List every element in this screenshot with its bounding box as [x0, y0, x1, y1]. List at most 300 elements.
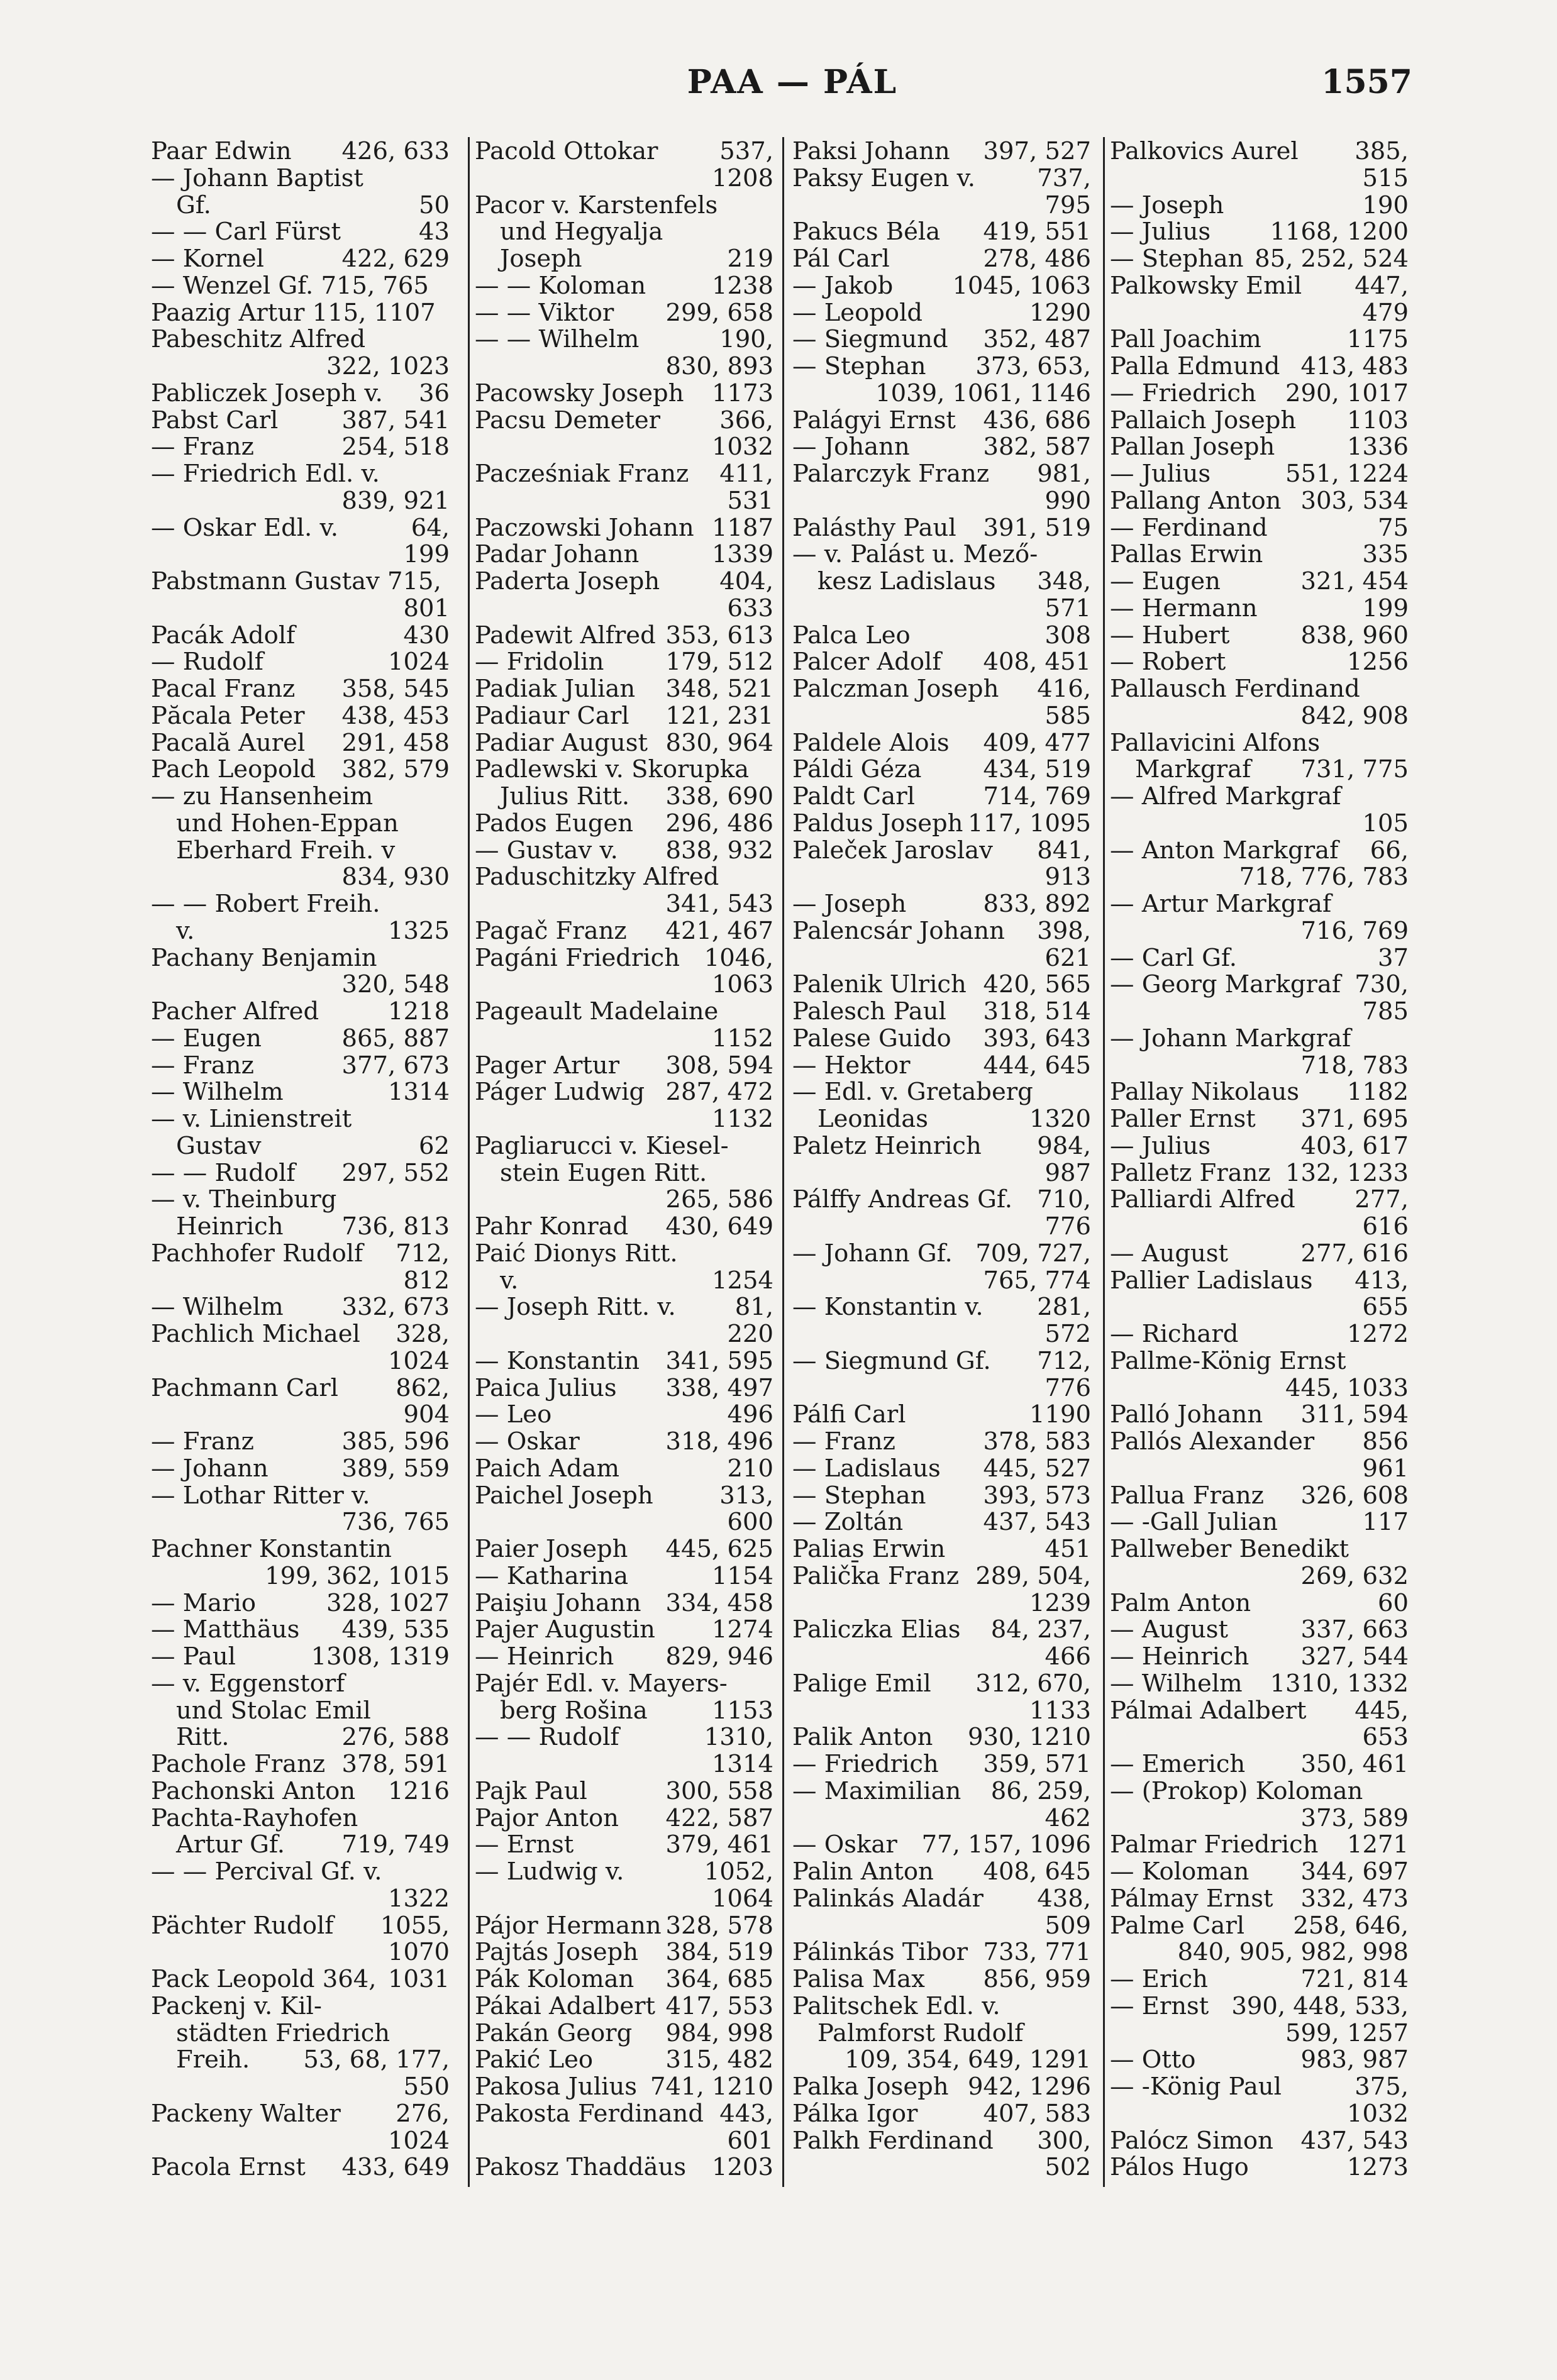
entry-page-refs: 385, 596 — [341, 1427, 450, 1456]
entry-name: Packenj v. Kil- — [151, 1991, 322, 2020]
directory-entry-line — [151, 461, 450, 488]
directory-entry-line — [475, 1509, 773, 1536]
entry-page-refs: 709, 727, — [975, 1239, 1091, 1268]
entry-name: Palitschek Edl. v. — [792, 1991, 1000, 2020]
entry-page-refs: 856 — [1362, 1427, 1409, 1456]
entry-name: Palcer Adolf — [792, 648, 941, 677]
entry-page-refs: 1271 — [1347, 1830, 1409, 1859]
directory-entry-line — [792, 1509, 1091, 1536]
directory-entry-line — [1110, 488, 1409, 515]
entry-page-refs: 321, 454 — [1300, 567, 1409, 595]
entry-page-refs: 1256 — [1347, 648, 1409, 677]
entry-name: Julius Ritt. — [500, 782, 630, 811]
directory-entry-line — [792, 1079, 1091, 1106]
entry-name: Páger Ludwig — [475, 1078, 645, 1107]
directory-entry-line — [151, 1832, 450, 1859]
entry-page-refs: 830, 893 — [665, 352, 773, 380]
entry-name: — v. Eggenstorf — [151, 1669, 345, 1698]
entry-page-refs: 765, 774 — [983, 1266, 1091, 1295]
entry-name: — Oskar — [792, 1830, 897, 1859]
directory-entry-line — [475, 1053, 773, 1080]
entry-page-refs: 403, 617 — [1300, 1131, 1409, 1160]
directory-entry-line — [475, 783, 773, 811]
directory-entry-line — [792, 1348, 1091, 1375]
directory-entry-line — [475, 595, 773, 623]
directory-entry-line — [1110, 1429, 1409, 1456]
entry-page-refs: 278, 486 — [983, 245, 1091, 273]
entry-page-refs: 300, — [1037, 2126, 1091, 2155]
directory-entry-line — [792, 1939, 1091, 1966]
directory-entry-line — [1110, 1456, 1409, 1483]
directory-entry-line — [475, 864, 773, 891]
entry-name: — Franz — [151, 1427, 254, 1456]
directory-entry-line — [475, 2128, 773, 2155]
directory-entry-line — [792, 595, 1091, 623]
directory-entry-line — [475, 488, 773, 515]
directory-entry-line — [475, 1778, 773, 1805]
column-4 — [1110, 138, 1409, 2181]
entry-name: Pajer Augustin — [475, 1615, 655, 1644]
entry-name: Palliardi Alfred — [1110, 1185, 1295, 1214]
directory-entry-line — [792, 2047, 1091, 2074]
entry-name: Pabst Carl — [151, 406, 279, 434]
entry-page-refs: 1103 — [1347, 406, 1409, 434]
entry-page-refs: 199 — [1362, 594, 1409, 623]
directory-entry-line — [475, 1698, 773, 1725]
directory-entry-line — [1110, 945, 1409, 972]
directory-entry-line — [151, 165, 450, 192]
entry-name: — Friedrich — [792, 1750, 939, 1778]
entry-name: — Mario — [151, 1588, 257, 1617]
entry-page-refs: 712, — [1037, 1346, 1091, 1375]
entry-name: Pachner Konstantin — [151, 1535, 392, 1563]
directory-entry-line — [475, 434, 773, 461]
entry-name: Pahr Konrad — [475, 1212, 629, 1241]
entry-page-refs: 741, 1210 — [650, 2073, 773, 2101]
entry-page-refs: 445, — [1355, 1696, 1409, 1725]
entry-page-refs: 290, 1017 — [1285, 379, 1409, 407]
entry-page-refs: 1310, — [704, 1723, 773, 1752]
entry-name: Pajér Edl. v. Mayers- — [475, 1669, 728, 1698]
entry-page-refs: 1320 — [1029, 1105, 1091, 1133]
entry-name: Pálos Hugo — [1110, 2153, 1249, 2182]
entry-page-refs: 1254 — [712, 1266, 773, 1295]
entry-page-refs: 445, 1033 — [1285, 1373, 1409, 1402]
entry-name: Paliczka Elias — [792, 1615, 961, 1644]
entry-name: Pagač Franz — [475, 916, 627, 945]
entry-name: Paličk̄a Franz — [792, 1561, 959, 1590]
directory-entry-line — [792, 1671, 1091, 1698]
directory-entry-line — [151, 1133, 450, 1160]
entry-page-refs: 466 — [1044, 1642, 1091, 1671]
directory-entry-line — [151, 2128, 450, 2155]
directory-entry-line — [151, 730, 450, 757]
entry-name: Palkovics Aurel — [1110, 137, 1299, 165]
entry-name: — Koloman — [1110, 1857, 1249, 1886]
entry-page-refs: 930, 1210 — [968, 1723, 1091, 1752]
directory-entry-line — [475, 300, 773, 327]
directory-entry-line — [151, 891, 450, 918]
entry-page-refs: 1290 — [1029, 298, 1091, 327]
entry-page-refs: 838, 932 — [665, 836, 773, 865]
entry-name: Pákai Adalbert — [475, 1991, 655, 2020]
directory-entry-line — [475, 756, 773, 783]
entry-page-refs: 64, — [411, 513, 450, 542]
entry-page-refs: 502 — [1044, 2153, 1091, 2182]
entry-page-refs: 1045, 1063 — [952, 271, 1091, 300]
entry-name: Pallausch Ferdinand — [1110, 675, 1360, 703]
entry-page-refs: 633 — [727, 594, 773, 623]
entry-page-refs: 1208 — [712, 163, 773, 192]
entry-page-refs: 1153 — [712, 1696, 773, 1725]
entry-name: Pallas Erwin — [1110, 540, 1263, 569]
entry-page-refs: 1024 — [388, 648, 450, 677]
entry-page-refs: 829, 946 — [665, 1642, 773, 1671]
directory-entry-line — [151, 1160, 450, 1187]
directory-entry-line — [792, 1590, 1091, 1617]
entry-page-refs: 86, 259, — [990, 1776, 1091, 1805]
entry-page-refs: 389, 559 — [341, 1454, 450, 1483]
entry-page-refs: 1238 — [712, 271, 773, 300]
entry-name: — Friedrich Edl. v. — [151, 460, 380, 488]
entry-page-refs: 398, — [1037, 916, 1091, 945]
entry-page-refs: 348, — [1037, 567, 1091, 595]
entry-page-refs: 117 — [1362, 1508, 1409, 1537]
directory-entry-line — [151, 380, 450, 407]
entry-name: Pacal Franz — [151, 675, 296, 703]
entry-page-refs: 1024 — [388, 2126, 450, 2155]
entry-page-refs: 117, 1095 — [968, 809, 1091, 838]
entry-page-refs: 366, — [719, 406, 773, 434]
entry-name: — Paul — [151, 1642, 236, 1671]
entry-name: — Stephan — [1110, 245, 1244, 273]
entry-page-refs: 77, 157, 1096 — [921, 1830, 1091, 1859]
entry-page-refs: 300, 558 — [665, 1776, 773, 1805]
entry-page-refs: 1203 — [712, 2153, 773, 2182]
directory-entry-line — [1110, 999, 1409, 1026]
directory-entry-line — [475, 891, 773, 918]
entry-page-refs: 390, 448, 533, — [1231, 1991, 1409, 2020]
directory-entry-line — [475, 971, 773, 999]
entry-name: — Joseph — [1110, 191, 1224, 219]
directory-entry-line — [792, 1294, 1091, 1321]
directory-entry-line — [151, 434, 450, 461]
directory-entry-line — [151, 999, 450, 1026]
entry-page-refs: 422, 629 — [341, 245, 450, 273]
entry-page-refs: 303, 534 — [1300, 486, 1409, 515]
directory-entry-line — [151, 2101, 450, 2128]
directory-entry-line — [792, 918, 1091, 945]
entry-name: Paier Joseph — [475, 1535, 628, 1563]
entry-page-refs: 990 — [1044, 486, 1091, 515]
directory-entry-line — [151, 1026, 450, 1053]
directory-entry-line — [1110, 1053, 1409, 1080]
entry-name: — Fridolin — [475, 648, 604, 677]
entry-name: Pacor v. Karstenfels — [475, 191, 718, 219]
directory-entry-line — [475, 461, 773, 488]
directory-entry-line — [475, 1886, 773, 1913]
entry-name: — Oskar Edl. v. — [151, 513, 338, 542]
directory-entry-line — [792, 380, 1091, 407]
entry-name: — Leopold — [792, 298, 923, 327]
directory-entry-line — [792, 300, 1091, 327]
entry-name: Pakić Leo — [475, 2045, 594, 2074]
entry-name: Palm Anton — [1110, 1588, 1251, 1617]
directory-entry-line — [475, 1187, 773, 1214]
entry-name: Pallay Nikolaus — [1110, 1078, 1300, 1107]
entry-page-refs: 84, 237, — [990, 1615, 1091, 1644]
directory-entry-line — [792, 1053, 1091, 1080]
entry-name: — Johann — [151, 1454, 269, 1483]
entry-page-refs: 984, — [1037, 1131, 1091, 1160]
directory-entry-line — [792, 1456, 1091, 1483]
entry-name: — Artur Markgraf — [1110, 890, 1332, 918]
entry-name: Pachonski Anton — [151, 1776, 356, 1805]
entry-page-refs: 430 — [403, 621, 450, 650]
entry-page-refs: 109, 354, 649, 1291 — [845, 2045, 1091, 2074]
directory-entry-line — [475, 273, 773, 300]
directory-entry-line — [475, 1671, 773, 1698]
directory-entry-line — [151, 2047, 450, 2074]
entry-name: Pakosta Ferdinand — [475, 2099, 704, 2128]
entry-page-refs: 865, 887 — [341, 1024, 450, 1053]
entry-page-refs: 801 — [403, 594, 450, 623]
entry-page-refs: 730, — [1355, 970, 1409, 999]
directory-entry-line — [1110, 1079, 1409, 1106]
directory-entry-line — [151, 1375, 450, 1402]
entry-name: — Ernst — [475, 1830, 574, 1859]
entry-name: — — Rudolf — [151, 1158, 296, 1187]
entry-name: Pall Joachim — [1110, 325, 1261, 354]
entry-name: Padiaur Carl — [475, 701, 629, 730]
entry-name: berg Rošina — [500, 1696, 648, 1725]
directory-entry-line — [151, 541, 450, 568]
entry-page-refs: 289, 504, — [975, 1561, 1091, 1590]
directory-entry-line — [151, 971, 450, 999]
entry-page-refs: 1325 — [388, 916, 450, 945]
directory-entry-line — [792, 1644, 1091, 1671]
directory-entry-line — [151, 219, 450, 246]
directory-entry-line — [151, 864, 450, 891]
entry-page-refs: 1064 — [712, 1884, 773, 1913]
entry-name: Pálfi Carl — [792, 1400, 906, 1429]
directory-entry-line — [792, 434, 1091, 461]
entry-name: Paişiu Johann — [475, 1588, 641, 1617]
directory-entry-line — [151, 1751, 450, 1778]
entry-page-refs: 254, 518 — [341, 433, 450, 462]
entry-page-refs: 393, 573 — [983, 1481, 1091, 1510]
directory-entry-line — [1110, 891, 1409, 918]
entry-name: — Franz — [151, 433, 254, 462]
entry-page-refs: 733, 771 — [983, 1938, 1091, 1967]
entry-name: Pageault Madelaine — [475, 997, 719, 1026]
entry-name: Pallier Ladislaus — [1110, 1266, 1313, 1295]
entry-name: — Ludwig v. — [475, 1857, 624, 1886]
entry-name: Palkh Ferdinand — [792, 2126, 994, 2155]
entry-page-refs: 1239 — [1029, 1588, 1091, 1617]
entry-page-refs: 397, 527 — [983, 137, 1091, 165]
directory-entry-line — [1110, 1939, 1409, 1966]
entry-page-refs: 382, 579 — [341, 755, 450, 784]
directory-entry-line — [1110, 2101, 1409, 2128]
directory-entry-line — [1110, 1832, 1409, 1859]
entry-name: Palágyi Ernst — [792, 406, 956, 434]
directory-entry-line — [475, 1724, 773, 1751]
directory-entry-line — [151, 326, 450, 353]
entry-name: Pál Carl — [792, 245, 890, 273]
entry-name: — Wilhelm — [151, 1078, 284, 1107]
entry-name: — Jakob — [792, 271, 894, 300]
directory-entry-line — [151, 783, 450, 811]
directory-entry-line — [1110, 1886, 1409, 1913]
entry-page-refs: 842, 908 — [1300, 701, 1409, 730]
entry-name: und Hohen-Eppan — [176, 809, 399, 838]
directory-entry-line — [1110, 623, 1409, 650]
entry-name: Pálinkás Tibor — [792, 1938, 968, 1967]
directory-entry-line — [792, 1160, 1091, 1187]
entry-page-refs: 1190 — [1029, 1400, 1091, 1429]
directory-entry-line — [1110, 1859, 1409, 1886]
entry-name: Palkowsky Emil — [1110, 271, 1302, 300]
directory-entry-line — [151, 1214, 450, 1241]
directory-entry-line — [151, 1563, 450, 1590]
entry-name: Padewit Alfred — [475, 621, 656, 650]
directory-entry-line — [151, 756, 450, 783]
directory-entry-line — [792, 1778, 1091, 1805]
directory-entry-line — [792, 1375, 1091, 1402]
directory-entry-line — [1110, 300, 1409, 327]
entry-name: Gf. — [176, 191, 211, 219]
entry-page-refs: 1216 — [388, 1776, 450, 1805]
directory-entry-line — [792, 2154, 1091, 2181]
entry-page-refs: 714, 769 — [983, 782, 1091, 811]
entry-name: — Johann Gf. — [792, 1239, 953, 1268]
entry-name: — Johann Baptist — [151, 163, 363, 192]
entry-name: Pachany Benjamin — [151, 943, 377, 972]
entry-page-refs: 776 — [1044, 1212, 1091, 1241]
directory-entry-line — [1110, 649, 1409, 676]
directory-entry-line — [475, 1939, 773, 1966]
entry-page-refs: 600 — [727, 1508, 773, 1537]
entry-page-refs: 378, 583 — [983, 1427, 1091, 1456]
directory-entry-line — [792, 703, 1091, 730]
entry-page-refs: 571 — [1044, 594, 1091, 623]
directory-entry-line — [151, 273, 450, 300]
entry-name: — Gustav v. — [475, 836, 618, 865]
entry-page-refs: 320, 548 — [341, 970, 450, 999]
directory-entry-line — [792, 864, 1091, 891]
entry-page-refs: 737, — [1037, 163, 1091, 192]
entry-page-refs: 337, 663 — [1300, 1615, 1409, 1644]
page-title: PAA — PÁL — [687, 63, 898, 101]
entry-name: — Anton Markgraf — [1110, 836, 1339, 865]
entry-page-refs: 404, — [719, 567, 773, 595]
directory-entry-line — [475, 1214, 773, 1241]
entry-page-refs: 60 — [1378, 1588, 1409, 1617]
entry-page-refs: 378, 591 — [341, 1750, 450, 1778]
entry-name: Pajk Paul — [475, 1776, 587, 1805]
directory-entry-line — [792, 192, 1091, 219]
entry-name: — Wenzel Gf. 715, 765 — [151, 271, 429, 300]
directory-entry-line — [475, 811, 773, 838]
entry-name: Paczowski Johann — [475, 513, 694, 542]
entry-name: Paazig Artur 115, 1107 — [151, 298, 436, 327]
entry-name: stein Eugen Ritt. — [500, 1158, 707, 1187]
directory-entry-line — [792, 811, 1091, 838]
entry-page-refs: 322, 1023 — [326, 352, 450, 380]
entry-name: Padiak Julian — [475, 675, 636, 703]
entry-name: Artur Gf. — [176, 1830, 285, 1859]
entry-page-refs: 1175 — [1347, 325, 1409, 354]
column-1 — [151, 138, 450, 2181]
entry-name: — Julius — [1110, 460, 1211, 488]
directory-entry-line — [475, 1402, 773, 1429]
directory-entry-line — [475, 2154, 773, 2181]
entry-page-refs: 537, — [719, 137, 773, 165]
entry-name: Palca Leo — [792, 621, 911, 650]
directory-entry-line — [151, 488, 450, 515]
entry-name: Paldele Alois — [792, 728, 950, 757]
entry-page-refs: 344, 697 — [1300, 1857, 1409, 1886]
entry-page-refs: 358, 545 — [341, 675, 450, 703]
entry-page-refs: 409, 477 — [983, 728, 1091, 757]
entry-name: — Erich — [1110, 1965, 1208, 1993]
entry-page-refs: 984, 998 — [665, 2018, 773, 2047]
directory-entry-line — [475, 2074, 773, 2101]
page-header — [0, 63, 1557, 113]
entry-name: städten Friedrich — [176, 2018, 391, 2047]
entry-page-refs: 655 — [1362, 1293, 1409, 1322]
entry-name: — Otto — [1110, 2045, 1196, 2074]
entry-name: Pakosz Thaddäus — [475, 2153, 687, 2182]
entry-page-refs: 332, 673 — [341, 1293, 450, 1322]
entry-page-refs: 1152 — [712, 1024, 773, 1053]
entry-page-refs: 341, 543 — [665, 890, 773, 918]
directory-entry-line — [1110, 1913, 1409, 1940]
entry-page-refs: 408, 645 — [983, 1857, 1091, 1886]
entry-page-refs: 335 — [1362, 540, 1409, 569]
directory-entry-line — [151, 246, 450, 273]
directory-entry-line — [151, 1241, 450, 1268]
directory-entry-line — [151, 138, 450, 165]
entry-page-refs: 616 — [1362, 1212, 1409, 1241]
entry-page-refs: 387, 541 — [341, 406, 450, 434]
directory-entry-line — [151, 1321, 450, 1348]
entry-page-refs: 411, — [719, 460, 773, 488]
entry-name: Pagliarucci v. Kiesel- — [475, 1131, 729, 1160]
entry-page-refs: 426, 633 — [341, 137, 450, 165]
entry-page-refs: 1132 — [712, 1105, 773, 1133]
entry-page-refs: 1032 — [712, 433, 773, 462]
entry-name: — Joseph Ritt. v. — [475, 1293, 676, 1322]
entry-name: Paksi Johann — [792, 137, 950, 165]
directory-entry-line — [792, 1214, 1091, 1241]
directory-entry-line — [1110, 1563, 1409, 1590]
entry-page-refs: 179, 512 — [665, 648, 773, 677]
entry-name: — -Gall Julian — [1110, 1508, 1278, 1537]
entry-page-refs: 718, 783 — [1300, 1051, 1409, 1080]
entry-name: Palige Emil — [792, 1669, 931, 1698]
directory-entry-line — [1110, 1321, 1409, 1348]
directory-entry-line — [475, 1375, 773, 1402]
entry-page-refs: 462 — [1044, 1803, 1091, 1832]
directory-entry-line — [151, 838, 450, 865]
entry-page-refs: 281, — [1037, 1293, 1091, 1322]
entry-page-refs: 332, 473 — [1300, 1884, 1409, 1913]
entry-page-refs: 913 — [1044, 863, 1091, 892]
entry-name: Packeny Walter — [151, 2099, 341, 2128]
directory-entry-line — [792, 783, 1091, 811]
